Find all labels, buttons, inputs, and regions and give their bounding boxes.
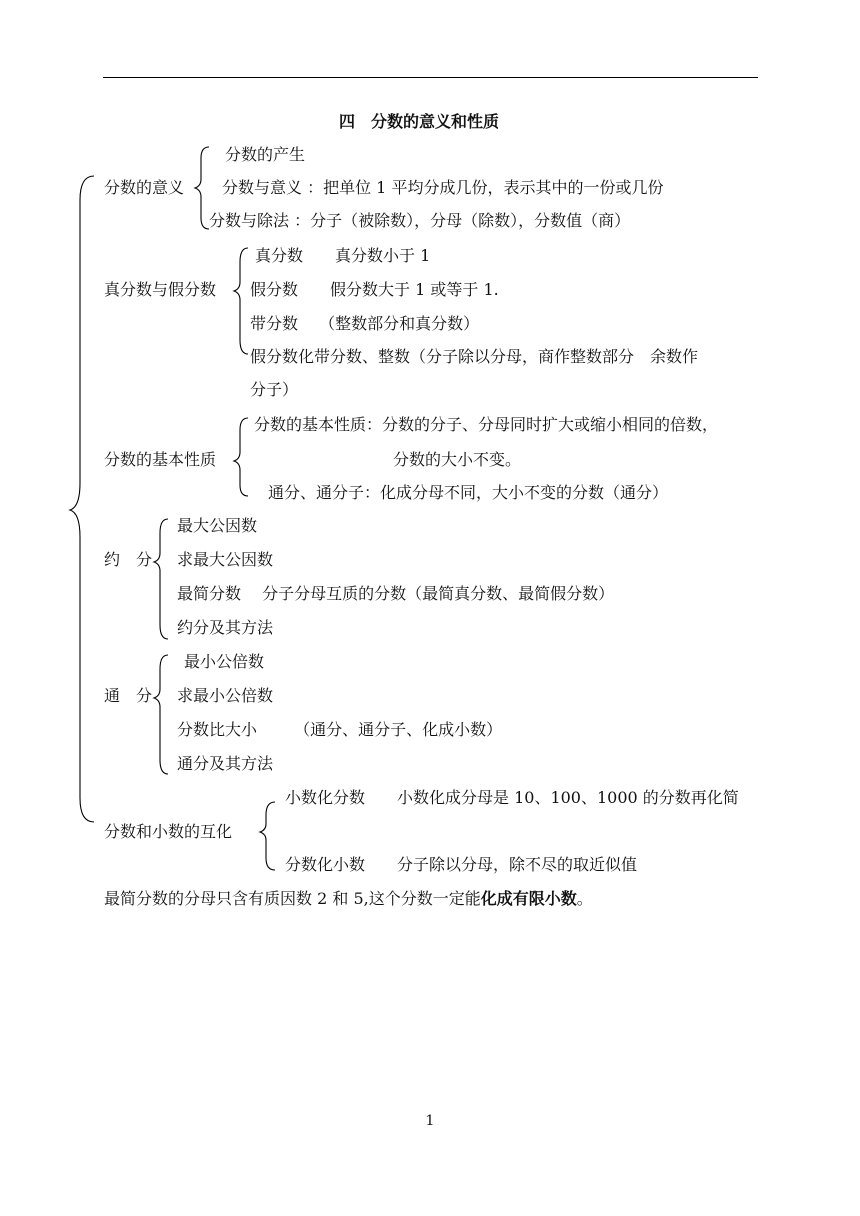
- common-item: 求最小公倍数: [177, 686, 274, 705]
- meaning-item: 分数与意义 ：把单位 1 平均分成几份，表示其中的一份或几份: [222, 178, 664, 197]
- decimal-item: 分数化小数 分子除以分母，除不尽的取近似值: [285, 855, 638, 874]
- summary-emphasis: 化成有限小数: [480, 889, 577, 908]
- basic-label: 分数的基本性质: [104, 450, 217, 469]
- proper-item: 分子）: [250, 380, 299, 399]
- decimal-label: 分数和小数的互化: [104, 822, 233, 841]
- basic-item: 分数的大小不变。: [393, 450, 522, 469]
- common-item: 通分及其方法: [177, 754, 274, 773]
- reduce-item: 求最大公因数: [177, 550, 274, 569]
- meaning-label: 分数的意义: [104, 178, 185, 197]
- reduce-item: 最大公因数: [177, 516, 258, 535]
- common-item: 最小公倍数: [184, 652, 265, 671]
- summary-prefix: 最简分数的分母只含有质因数 2 和 5,这个分数一定能: [104, 889, 481, 908]
- page-number: 1: [425, 1113, 435, 1129]
- reduce-item: 约分及其方法: [177, 618, 274, 637]
- proper-label: 真分数与假分数: [104, 280, 217, 299]
- basic-item: 分数的基本性质：分数的分子、分母同时扩大或缩小相同的倍数，: [254, 415, 719, 434]
- meaning-item: 分数的产生: [225, 145, 306, 164]
- common-label: 通 分: [104, 686, 153, 705]
- reduce-item: 最简分数 分子分母互质的分数（最简真分数、最简假分数）: [177, 584, 615, 603]
- decimal-item: 小数化分数 小数化成分母是 10、100、1000 的分数再化简: [285, 788, 739, 807]
- common-item: 分数比大小 （通分、通分子、化成小数）: [177, 720, 503, 739]
- proper-item: 假分数化带分数、整数（分子除以分母，商作整数部分 余数作: [250, 347, 699, 366]
- summary-suffix: 。: [576, 889, 593, 908]
- summary-sentence: [104, 889, 593, 909]
- proper-item: 带分数 （整数部分和真分数）: [250, 314, 480, 333]
- proper-item: 假分数 假分数大于 1 或等于 1.: [250, 280, 499, 299]
- meaning-item: 分数与除法 ：分子（被除数），分母（除数），分数值（商）: [209, 211, 631, 230]
- basic-item: 通分、通分子：化成分母不同，大小不变的分数（通分）: [268, 483, 669, 502]
- proper-item: 真分数 真分数小于 1: [255, 246, 431, 265]
- page-title: 四 分数的意义和性质: [339, 112, 500, 131]
- reduce-label: 约 分: [104, 550, 153, 569]
